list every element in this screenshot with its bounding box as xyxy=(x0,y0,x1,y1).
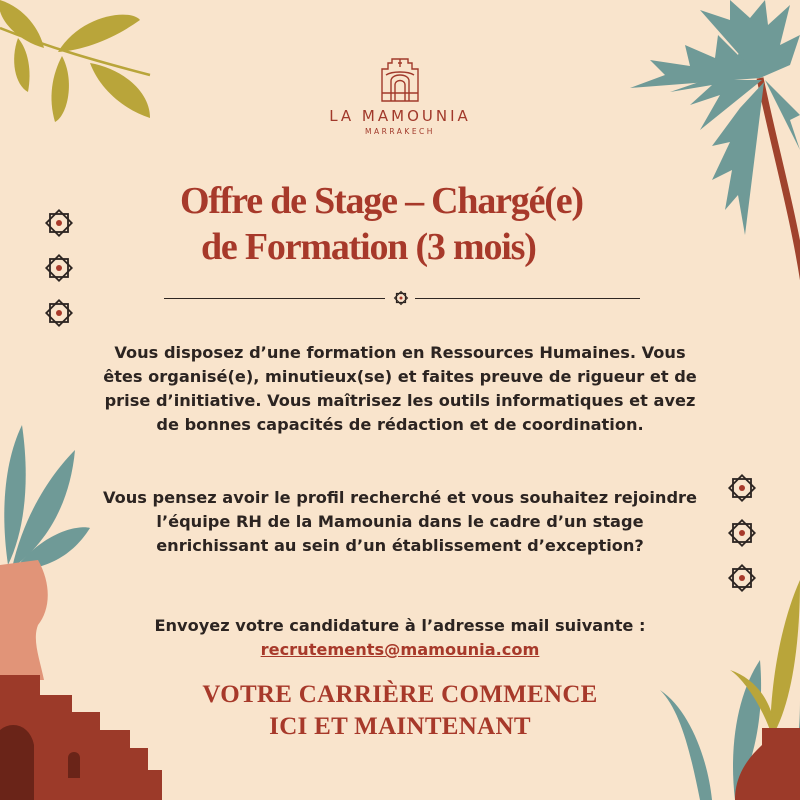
divider-line-right xyxy=(415,298,640,299)
slogan xyxy=(150,679,650,743)
title-line-2: de Formation (3 mois) xyxy=(201,226,536,268)
invitation-paragraph: Vous pensez avoir le profil recherché et vous souhaitez rejoindre l’équipe RH de la Mamounia dans le cadre d’un stage enrichissant au sein d’un établissement d’exception? xyxy=(102,488,698,555)
brand-logo xyxy=(300,55,500,138)
right-vase-icon xyxy=(735,728,800,800)
teal-leaf-plant-icon xyxy=(4,425,90,570)
moroccan-star-icon xyxy=(727,473,757,503)
email-link[interactable]: recrutements@mamounia.com xyxy=(260,640,540,659)
divider-line-left xyxy=(164,298,385,299)
title-line-1: Offre de Stage – Chargé(e) xyxy=(180,180,583,222)
moroccan-star-icon xyxy=(44,253,74,283)
palace-arch-emblem-icon xyxy=(378,55,422,103)
stair-wall-icon xyxy=(0,675,162,800)
moroccan-star-icon xyxy=(727,518,757,548)
moroccan-star-icon xyxy=(44,208,74,238)
profile-paragraph: Vous disposez d’une formation en Ressources Humaines. Vous êtes organisé(e), minutieux(se) et faites preuve de rigueur et de prise d’initiative. Vous maîtrisez les outils informatiques et avez de bonnes capacités de rédaction et de coordination. xyxy=(103,343,697,434)
slogan-line-2: ICI ET MAINTENANT xyxy=(269,713,531,740)
olive-branch-icon xyxy=(0,0,150,122)
brand-name: LA MAMOUNIA xyxy=(329,107,471,125)
brand-city: MARRAKECH xyxy=(365,127,435,136)
moroccan-star-icon xyxy=(727,563,757,593)
ornament-divider xyxy=(160,290,640,306)
page-title xyxy=(150,178,670,270)
moroccan-star-icon xyxy=(44,298,74,328)
vase-icon xyxy=(0,560,48,680)
slogan-line-1: VOTRE CARRIÈRE COMMENCE xyxy=(202,681,598,708)
apply-instruction: Envoyez votre candidature à l’adresse mail suivante : xyxy=(154,616,646,635)
right-plant-icon xyxy=(660,580,800,800)
divider-ornament-icon xyxy=(393,290,409,306)
